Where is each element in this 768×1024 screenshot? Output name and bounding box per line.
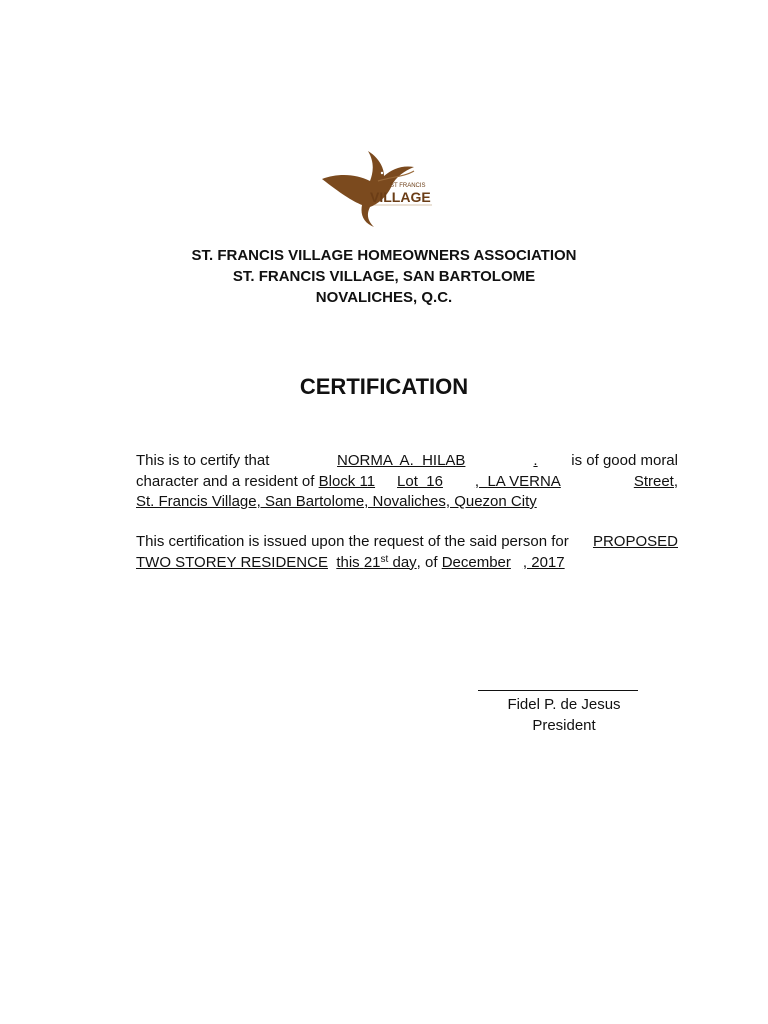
certify-paragraph — [136, 451, 678, 513]
header-line-village: ST. FRANCIS VILLAGE, SAN BARTOLOME — [232, 268, 536, 285]
signature-line — [478, 690, 638, 691]
purpose-part-2: TWO STOREY RESIDENCE — [136, 553, 328, 571]
header-line-city: NOVALICHES, Q.C. — [315, 289, 453, 306]
purpose-part-1: PROPOSED — [592, 533, 678, 550]
address-text: St. Francis Village, San Bartolome, Novaliches, Quezon City — [136, 493, 537, 510]
logo-text-large: VILLAGE — [370, 189, 431, 205]
certify-line-1 — [136, 451, 678, 472]
association-header — [0, 245, 768, 308]
character-text: character and a resident of — [136, 472, 315, 490]
of-word: , of — [416, 553, 438, 571]
date-month-year: December , 2017 — [441, 553, 565, 571]
street-word: Street, — [633, 472, 678, 490]
certify-intro: This is to certify that — [136, 452, 270, 469]
issue-text: This certification is issued upon the request of the said person for — [136, 533, 569, 550]
certify-line-3 — [136, 492, 678, 513]
bird-logo-icon — [318, 143, 440, 227]
signatory-block — [478, 694, 650, 736]
header-line-association: ST. FRANCIS VILLAGE HOMEOWNERS ASSOCIATION — [191, 247, 577, 264]
moral-text: is of good moral — [571, 452, 678, 469]
village-logo — [318, 143, 440, 227]
issue-line-1 — [136, 532, 678, 553]
this-word: this 21st day — [336, 553, 417, 571]
document-title: CERTIFICATION — [299, 374, 469, 399]
issue-paragraph — [136, 532, 678, 573]
block-lot: Block 11 Lot 16 , LA VERNA — [318, 472, 561, 490]
certify-line-2 — [136, 472, 678, 493]
signatory-name: Fidel P. de Jesus — [507, 696, 621, 713]
issue-line-2 — [136, 553, 678, 574]
resident-name: NORMA A. HILAB . — [337, 452, 538, 469]
logo-text-small: ST FRANCIS — [390, 183, 426, 189]
signatory-position: President — [532, 717, 596, 734]
